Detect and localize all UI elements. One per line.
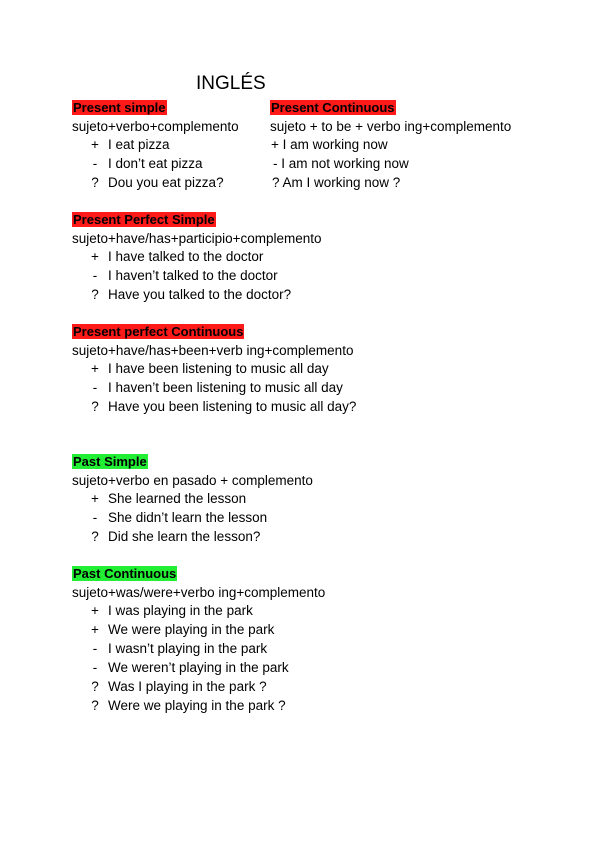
sign-bullet: -: [92, 380, 98, 395]
example-text: We weren’t playing in the park: [108, 660, 289, 675]
example-text: I wasn’t playing in the park: [108, 641, 268, 656]
formula-present-perfect-simple: sujeto+have/has+participio+complemento: [72, 231, 322, 246]
section-heading-past-continuous: Past Continuous: [73, 566, 177, 581]
example-text: I eat pizza: [108, 137, 170, 152]
sign-bullet: -: [92, 268, 98, 283]
formula-past-continuous: sujeto+was/were+verbo ing+complemento: [72, 585, 326, 600]
example-text: I was playing in the park: [108, 603, 253, 618]
sign-bullet: +: [91, 361, 99, 376]
example-text: I don’t eat pizza: [108, 156, 203, 171]
sign-bullet: +: [91, 137, 99, 152]
section-heading-present-simple: Present simple: [73, 100, 166, 115]
example-text: Did she learn the lesson?: [108, 529, 261, 544]
sign-bullet: -: [92, 641, 98, 656]
sign-bullet: +: [91, 491, 99, 506]
example-text: Have you talked to the doctor?: [108, 287, 292, 302]
section-heading-present-perfect-simple: Present Perfect Simple: [73, 212, 215, 227]
section-heading-present-continuous: Present Continuous: [271, 100, 395, 115]
formula-present-simple: sujeto+verbo+complemento: [72, 119, 239, 134]
sign-bullet: ?: [91, 679, 99, 694]
sign-bullet: ?: [91, 175, 99, 190]
sign-bullet: ?: [91, 399, 99, 414]
example-text: I have talked to the doctor: [108, 249, 264, 264]
formula-present-continuous: sujeto + to be + verbo ing+complemento: [270, 119, 512, 134]
formula-past-simple: sujeto+verbo en pasado + complemento: [72, 473, 313, 488]
section-heading-past-simple: Past Simple: [73, 454, 147, 469]
example-text: I haven’t been listening to music all day: [108, 380, 343, 395]
example-text: She didn’t learn the lesson: [108, 510, 268, 525]
list-item: ? Am I working now ?: [272, 175, 401, 190]
sign-bullet: ?: [91, 698, 99, 713]
page-title: INGLÉS: [196, 73, 266, 94]
example-text: We were playing in the park: [108, 622, 275, 637]
list-item: - I am not working now: [273, 156, 409, 171]
example-text: Was I playing in the park ?: [108, 679, 267, 694]
sign-bullet: +: [91, 603, 99, 618]
example-text: I have been listening to music all day: [108, 361, 329, 376]
section-heading-present-perfect-continuous: Present perfect Continuous: [73, 324, 244, 339]
example-text: I haven’t talked to the doctor: [108, 268, 278, 283]
sign-bullet: ?: [91, 287, 99, 302]
example-text: Dou you eat pizza?: [108, 175, 224, 190]
sign-bullet: -: [92, 510, 98, 525]
sign-bullet: +: [91, 622, 99, 637]
sign-bullet: ?: [91, 529, 99, 544]
example-text: She learned the lesson: [108, 491, 247, 506]
example-text: Were we playing in the park ?: [108, 698, 286, 713]
formula-present-perfect-continuous: sujeto+have/has+been+verb ing+complemento: [72, 343, 354, 358]
sign-bullet: -: [92, 660, 98, 675]
list-item: + I am working now: [271, 137, 388, 152]
example-text: Have you been listening to music all day?: [108, 399, 357, 414]
sign-bullet: -: [92, 156, 98, 171]
sign-bullet: +: [91, 249, 99, 264]
